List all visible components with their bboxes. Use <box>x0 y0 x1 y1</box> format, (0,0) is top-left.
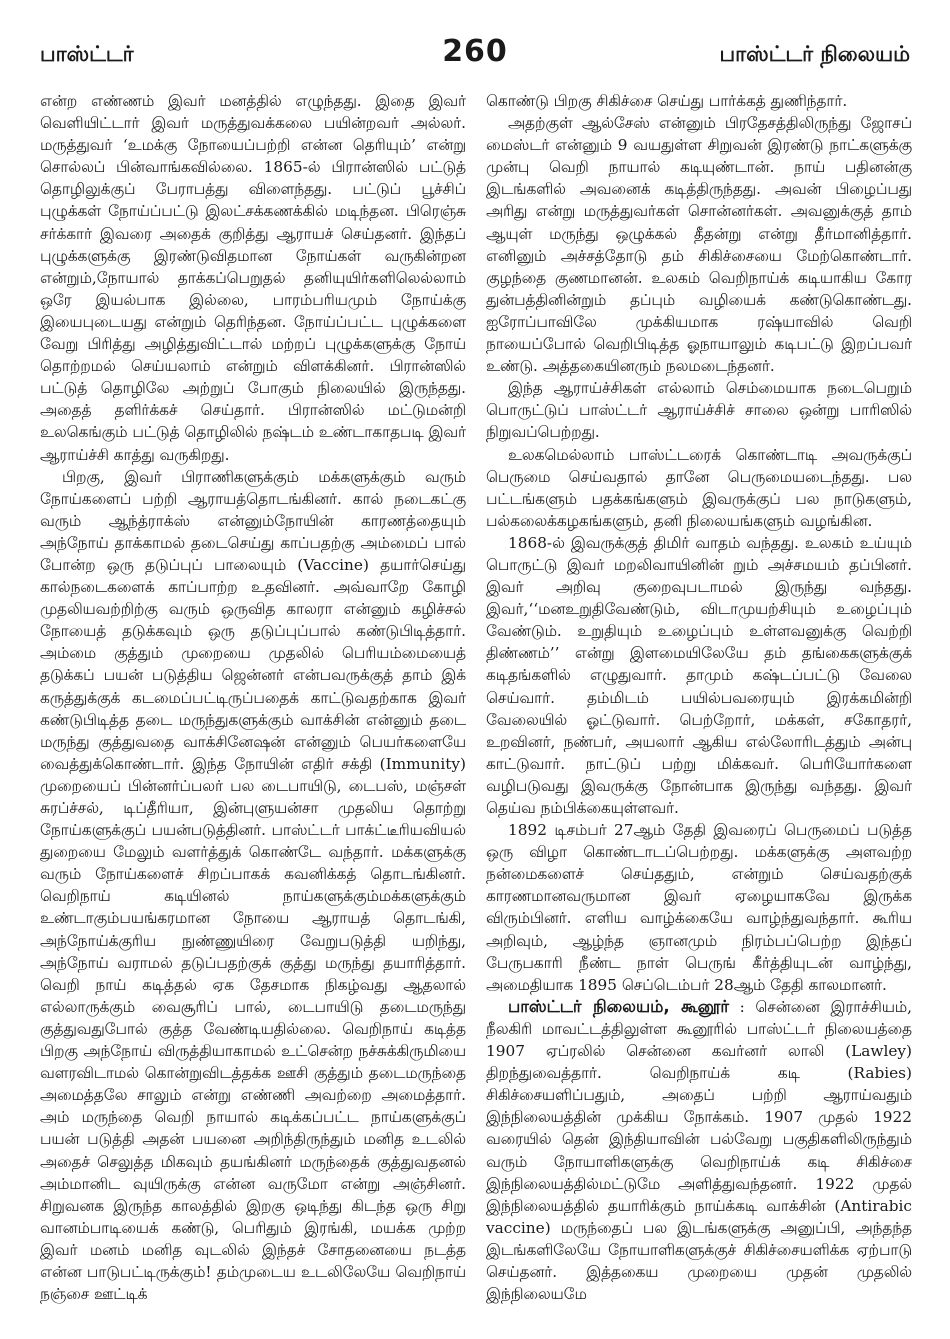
paragraph: பிறகு, இவர் பிராணிகளுக்கும் மக்களுக்கும் வரும் நோய்களைப் பற்றி ஆராயத்தொடங்கினர். கால் நடைகட்கு வரும் ஆந்த்ராக்ஸ் என்னும்நோயின் காரணத்தையும் அந்நோய் தாக்காமல் தடைசெய்து காப்பதற்கு அம்மைப் பால் போன்ற ஒரு தடுப்புப் பாலையும் (Vaccine) தயார்செய்து கால்நடைகளைக் காப்பாற்ற உதவினர். அவ்வாறே கோழி முதலியவற்றிற்கு வரும் ஒருவித காலரா என்னும் கழிச்சல் நோயைத் தடுக்கவும் ஒரு தடுப்புப்பால் கண்டுபிடித்தார். அம்மை குத்தும் முறையை முதலில் பெரியம்மையைத் தடுக்கப் பயன் படுத்திய ஜென்னர் என்பவருக்குத் தாம் இக் கருத்துக்குக் கடமைப்பட்டிருப்பதைக் காட்டுவதற்காக இவர் கண்டுபிடித்த தடை மருந்துகளுக்கும் வாக்சின் என்னும் தடை மருந்து குத்துவதை வாக்சினேஷன் என்னும் பெயர்களையே வைத்துக்கொண்டார். இந்த நோயின் எதிர் சக்தி (Immunity) முறையைப் பின்னர்ப்பலர் பல டைபாயிடு, டைபஸ், மஞ்சள் சுரப்ச்சல், டிப்தீரியா, இன்புளுயன்சா முதலிய தொற்று நோய்களுக்குப் பயன்படுத்தினர். பாஸ்ட்டர் பாக்ட்டீரியவியல் துறையை மேலும் வளர்த்துக் கொண்டே வந்தார். மக்களுக்கு வரும் நோய்களைச் சிறப்பாகக் கவனிக்கத் தொடங்கினர். வெறிநாய் கடியினல் நாய்களுக்கும்மக்களுக்கும் உண்டாகும்பயங்கரமான நோயை ஆராயத் தொடங்கி, அந்நோய்க்குரிய நுண்ணுயிரை வேறுபடுத்தி யறிந்து, அந்நோய் வராமல் தடுப்பதற்குக் குத்து மருந்து தயாரித்தார். வெறி நாய் கடித்தல் ஏக தேசமாக நிகழ்வது ஆதலால் எல்லாருக்கும் வைசூரிப் பால், டைபாயிடு தடைமருந்து குத்துவதுபோல் குத்த வேண்டியதில்லை. வெறிநாய் கடித்த பிறகு அந்நோய் விருத்தியாகாமல் உட்சென்ற நச்சுக்கிருமியை வளரவிடாமல் கொன்றுவிடத்தக்க ஊசி குத்தும் தடைமருந்தை அமைத்தலே சாலும் என்று எண்ணி அவற்றை அமைத்தார். அம் மருந்தை வெறி நாயால் கடிக்கப்பட்ட நாய்களுக்குப் பயன் படுத்தி அதன் பயனை அறிந்திருந்தும் மனித உடலில் அதைச் செலுத்த மிகவும் தயங்கினர் மருந்தைக் குத்துவதனல் அம்மானிட வுயிருக்கு என்ன வருமோ என்று அஞ்சினர். சிறுவனக இருந்த காலத்தில் இறகு ஒடிந்து கிடந்த ஒரு சிறு வானம்பாடியைக் கண்டு, பெரிதும் இரங்கி, மயக்க முற்ற இவர் மனம் மனித வுடலில் இந்தச் சோதனையை நடத்த என்ன பாடுபட்டிருக்கும்! தம்முடைய உடலிலேயே வெறிநாய் நஞ்சை ஊட்டிக் <box>40 467 466 1304</box>
running-head-right: பாஸ்ட்டர் நிலையம் <box>719 42 910 66</box>
entry-paragraph <box>486 996 912 1305</box>
text-columns <box>40 90 912 1322</box>
paragraph: 1868-ல் இவருக்குத் திமிர் வாதம் வந்தது. உலகம் உய்யும் பொருட்டு இவர் மறலிவாயினின் றும் அச்சமயம் தப்பினர். இவர் அறிவு குறைவுபடாமல் இருந்து வந்தது. இவர்,‘‘மனஉறுதிவேண்டும், விடாமுயற்சியும் உழைப்பும் வேண்டும். உறுதியும் உழைப்பும் உள்ளவனுக்கு வெற்றி திண்ணம்’’ என்று இளமையிலேயே தம் தங்கைகளுக்குக் கடிதங்களில் எழுதுவார். தாமும் கஷ்டப்பட்டு வேலை செய்வார். தம்மிடம் பயில்பவரையும் இரக்கமின்றி வேலையில் ஓட்டுவார். பெற்றோர், மக்கள், சகோதரர், உறவினர், நண்பர், அயலார் ஆகிய எல்லோரிடத்தும் அன்பு காட்டுவார். நாட்டுப் பற்று மிக்கவர். பெரியோர்களை வழிபடுவது இவருக்கு நோன்பாக இருந்து வந்தது. இவர் தெய்வ நம்பிக்கையுள்ளவர். <box>486 533 912 817</box>
running-head-left: பாஸ்ட்டர் <box>40 42 134 66</box>
paragraph: உலகமெல்லாம் பாஸ்ட்டரைக் கொண்டாடி அவருக்குப் பெருமை செய்வதால் தானே பெருமையடைந்தது. பல பட்டங்களும் பதக்கங்களும் இவருக்குப் பல நாடுகளும், பல்கலைக்கழகங்களும், தனி நிலையங்களும் வழங்கின. <box>486 445 912 530</box>
left-column <box>40 90 466 1322</box>
paragraph: இந்த ஆராய்ச்சிகள் எல்லாம் செம்மையாக நடைபெறும் பொருட்டுப் பாஸ்ட்டர் ஆராய்ச்சிச் சாலை ஒன்று பாரிஸில் நிறுவப்பெற்றது. <box>486 379 912 442</box>
entry-heading: பாஸ்ட்டர் நிலையம், கூனூர் <box>508 996 730 1016</box>
paragraph: என்ற எண்ணம் இவர் மனத்தில் எழுந்தது. இதை இவர் வெளியிட்டார் இவர் மருத்துவக்கலை பயின்றவர் அல்லர். மருத்துவர் ‘உமக்கு நோயைப்பற்றி என்ன தெரியும்’ என்று சொல்லப் பின்வாங்கவில்லை. 1865-ல் பிரான்ஸில் பட்டுத் தொழிலுக்குப் பேராபத்து விளைந்தது. பட்டுப் பூச்சிப் புழுக்கள் நோய்ப்பட்டு இலட்சக்கணக்கில் மடிந்தன. பிரெஞ்சு சர்க்கார் இவரை அதைக் குறித்து ஆராயச் செய்தனர். இந்தப் புழுக்களுக்கு இரண்டுவிதமான நோய்கள் வருகின்றன என்றும்,நோயால் தாக்கப்பெறுதல் தனியுயிர்களிலெல்லாம் ஒரே இயல்பாக இல்லை, பாரம்பரியமும் நோய்க்கு இயைபுடையது என்றும் தெரிந்தன. நோய்ப்பட்ட புழுக்களை வேறு பிரித்து அழித்துவிட்டால் மற்றப் புழுக்களுக்கு நோய் தொற்றமல் செய்யலாம் என்றும் விளக்கினர். பிரான்ஸில் பட்டுத் தொழிலே அற்றுப் போகும் நிலையில் இருந்தது. அதைத் தளிர்க்கச் செய்தார். பிரான்ஸில் மட்டுமன்றி உலகெங்கும் பட்டுத் தொழிலில் நஷ்டம் உண்டாகாதபடி இவர் ஆராய்ச்சி காத்து வருகிறது. <box>40 92 466 464</box>
paragraph: கொண்டு பிறகு சிகிச்சை செய்து பார்க்கத் துணிந்தார். <box>486 92 848 110</box>
entry-body: : சென்னை இராச்சியம், நீலகிரி மாவட்டத்திலுள்ள கூனூரில் பாஸ்ட்டர் நிலையத்தை 1907 ஏப்ரலில் சென்னை கவர்னர் லாலி (Lawley) திறந்துவைத்தார். வெறிநாய்க் கடி (Rabies) சிகிச்சையளிப்பதும், அதைப் பற்றி ஆராய்வதும் இந்நிலையத்தின் முக்கிய நோக்கம். 1907 முதல் 1922 வரையில் தென் இந்தியாவின் பல்வேறு பகுதிகளிலிருந்தும் வரும் நோயாளிகளுக்கு வெறிநாய்க் கடி சிகிச்சை இந்நிலையத்தில்மட்டுமே அளித்துவந்தனர். 1922 முதல் இந்நிலையத்தில் தயாரிக்கும் நாய்க்கடி வாக்சின் (Antirabic vaccine) மருந்தைப் பல இடங்களுக்கு அனுப்பி, அந்தந்த இடங்களிலேயே நோயாளிகளுக்குச் சிகிச்சையளிக்க ஏற்பாடு செய்தனர். இத்தகைய முறையை முதன் முதலில் இந்நிலையமே <box>486 997 912 1304</box>
page-header <box>40 34 910 74</box>
right-column <box>486 90 912 1322</box>
page-number: 260 <box>442 34 508 69</box>
paragraph: அதற்குள் ஆல்சேஸ் என்னும் பிரதேசத்திலிருந்து ஜோசப் மைஸ்டர் என்னும் 9 வயதுள்ள சிறுவன் இரண்டு நாட்களுக்கு முன்பு வெறி நாயால் கடியுண்டான். நாய் பதினன்கு இடங்களில் அவனைக் கடித்திருந்தது. அவன் பிழைப்பது அரிது என்று மருத்துவர்கள் சொன்னர்கள். அவனுக்குத் தாம் ஆயுள் மருந்து ஒழுக்கல் தீதன்று என்று தீர்மானித்தார். எனினும் அச்சத்தோடு தம் சிகிச்சையை மேற்கொண்டார். குழந்தை குணமானன். உலகம் வெறிநாய்க் கடியாகிய கோர துன்பத்தினின்றும் தப்பும் வழியைக் கண்டுகொண்டது. ஐரோப்பாவிலே முக்கியமாக ரஷ்யாவில் வெறி நாயைப்போல் வெறிபிடித்த ஓநாயாலும் கடிபட்டு இறப்பவர் உண்டு. அத்தகையினரும் நலமடைந்தனர். <box>486 114 912 376</box>
paragraph: 1892 டிசம்பர் 27ஆம் தேதி இவரைப் பெருமைப் படுத்த ஒரு விழா கொண்டாடப்பெற்றது. மக்களுக்கு அளவற்ற நன்மைகளைச் செய்ததும், என்றும் செய்வதற்குக் காரணமானவருமான இவர் ஏழையாகவே இருக்க விரும்பினர். எளிய வாழ்க்கையே வாழ்ந்துவந்தார். கூரிய அறிவும், ஆழ்ந்த ஞானமும் நிரம்பப்பெற்ற இந்தப் பேருபகாரி நீண்ட நாள் பெருங் கீர்த்தியுடன் வாழ்ந்து, அமைதியாக 1895 செப்டெம்பர் 28ஆம் தேதி காலமானர். <box>486 821 912 994</box>
